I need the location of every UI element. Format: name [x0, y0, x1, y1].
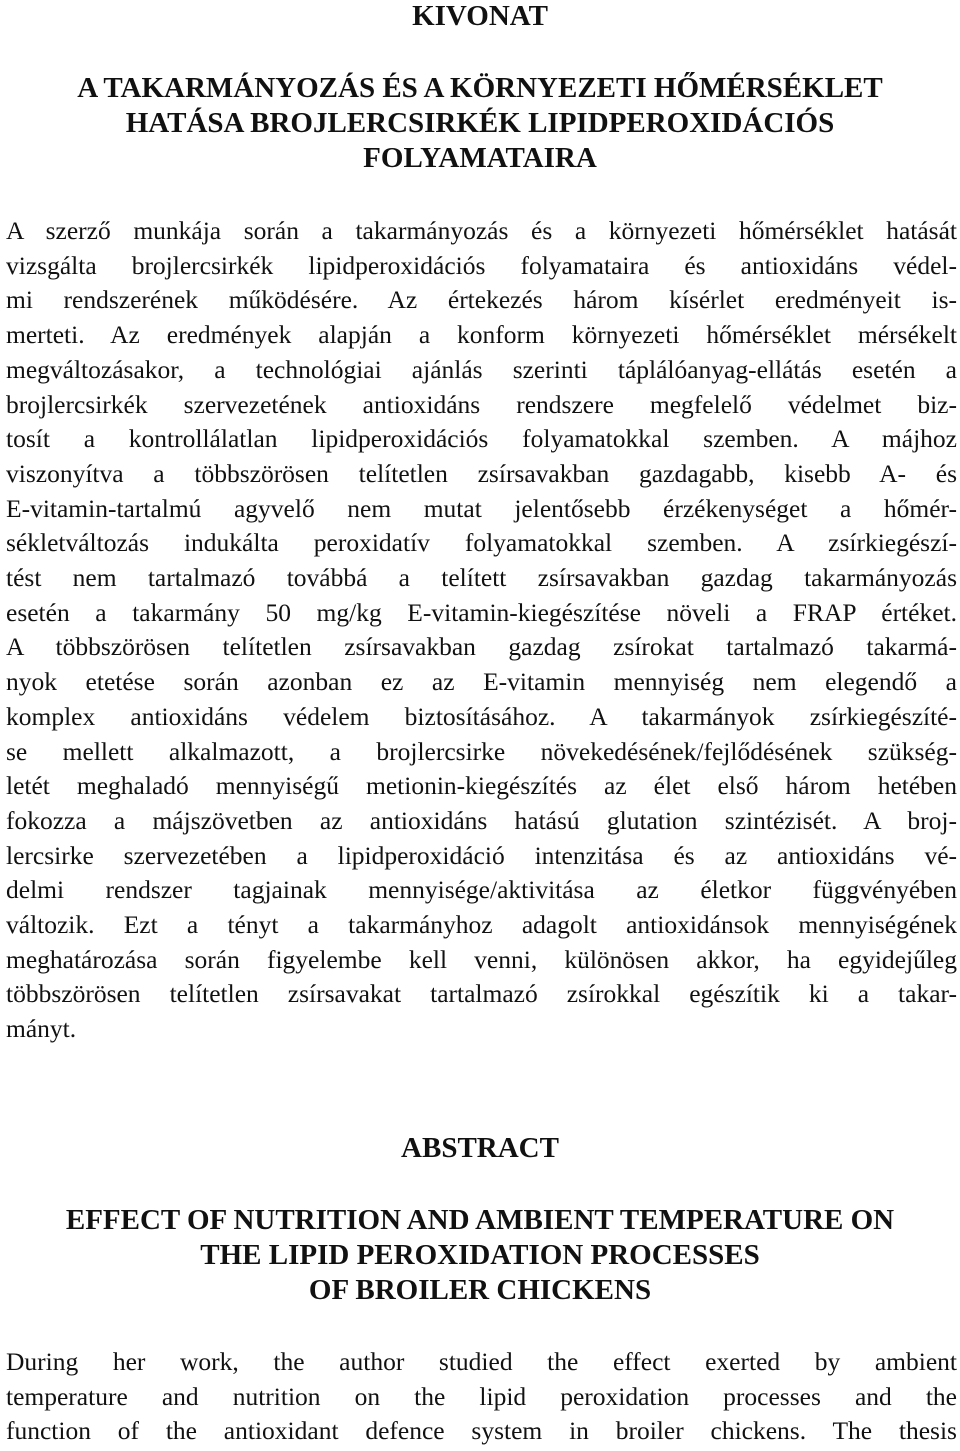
body-line: komplex antioxidáns védelem biztosításához. A takarmányok zsírkiegészíté- — [6, 701, 957, 731]
body-line: mányt. — [6, 1014, 77, 1044]
body-line: A többszörösen telítetlen zsírsavakban gazdag zsírokat tartalmazó takarmá- — [6, 632, 957, 662]
hungarian-title — [0, 71, 960, 176]
body-line: esetén a takarmány 50 mg/kg E-vitamin-kiegészítése növeli a FRAP értéket. — [6, 597, 957, 627]
body-line: function of the antioxidant defence system in broiler chickens. The thesis — [6, 1416, 957, 1446]
kivonat-heading-text: KIVONAT — [412, 0, 548, 32]
body-line: változik. Ezt a tényt a takarmányhoz adagolt antioxidánsok mennyiségének — [6, 910, 957, 940]
body-line: A szerző munkája során a takarmányozás és a környezeti hőmérséklet hatását — [6, 216, 957, 245]
body-line: E-vitamin-tartalmú agyvelő nem mutat jelentősebb érzékenységet a hőmér- — [6, 493, 957, 523]
english-title-line: THE LIPID PEROXIDATION PROCESSES — [200, 1239, 760, 1271]
abstract-heading-text: ABSTRACT — [401, 1132, 559, 1164]
body-line: brojlercsirkék szervezetének antioxidáns rendszere megfelelő védelmet biz- — [6, 389, 957, 419]
body-line: letét meghaladó mennyiségű metionin-kiegészítés az élet első három hetében — [6, 771, 957, 801]
english-title — [0, 1203, 960, 1308]
abstract-heading — [0, 1131, 960, 1166]
hungarian-title-line: FOLYAMATAIRA — [363, 142, 597, 174]
english-abstract-body — [6, 1345, 957, 1449]
english-title-line: EFFECT OF NUTRITION AND AMBIENT TEMPERATURE ON — [65, 1204, 895, 1236]
hungarian-title-line: HATÁSA BROJLERCSIRKÉK LIPIDPEROXIDÁCIÓS — [125, 107, 835, 139]
body-line: lercsirke szervezetében a lipidperoxidáció intenzitása és az antioxidáns vé- — [6, 840, 957, 870]
body-line: megváltozásakor, a technológiai ajánlás szerinti táplálóanyag-ellátás esetén a — [6, 354, 957, 384]
body-line: temperature and nutrition on the lipid peroxidation processes and the — [6, 1381, 957, 1411]
body-line: merteti. Az eredmények alapján a konform környezeti hőmérséklet mérsékelt — [6, 320, 957, 350]
body-line: se mellett alkalmazott, a brojlercsirke növekedésének/fejlődésének szükség- — [6, 736, 957, 766]
body-line: többszörösen telítetlen zsírsavakat tartalmazó zsírokkal egészítik ki a takar- — [6, 979, 957, 1009]
body-line: tést nem tartalmazó továbbá a telített zsírsavakban gazdag takarmányozás — [6, 563, 957, 593]
hungarian-title-line: A TAKARMÁNYOZÁS ÉS A KÖRNYEZETI HŐMÉRSÉKLET — [77, 72, 883, 104]
body-line: fokozza a májszövetben az antioxidáns hatású glutation szintézisét. A broj- — [6, 805, 957, 835]
body-line: meghatározása során figyelembe kell venni, különösen akkor, ha egyidejűleg — [6, 944, 957, 974]
body-line: viszonyítva a többszörösen telítetlen zsírsavakban gazdagabb, kisebb A- és — [6, 458, 957, 488]
body-line: tosít a kontrollálatlan lipidperoxidációs folyamatokkal szemben. A májhoz — [6, 424, 957, 454]
kivonat-heading — [0, 0, 960, 34]
body-line: delmi rendszer tagjainak mennyisége/aktivitása az életkor függvényében — [6, 875, 957, 905]
hungarian-abstract-body — [6, 214, 957, 1047]
body-line: nyok etetése során azonban ez az E-vitamin mennyiség nem elegendő a — [6, 667, 957, 697]
english-title-line: OF BROILER CHICKENS — [308, 1274, 652, 1306]
body-line: sékletváltozás indukálta peroxidatív folyamatokkal szemben. A zsírkiegészí- — [6, 528, 957, 558]
body-line: vizsgálta brojlercsirkék lipidperoxidációs folyamataira és antioxidáns védel- — [6, 250, 957, 280]
body-line: During her work, the author studied the effect exerted by ambient — [6, 1347, 957, 1376]
body-line: mi rendszerének működésére. Az értekezés három kísérlet eredményeit is- — [6, 285, 957, 315]
